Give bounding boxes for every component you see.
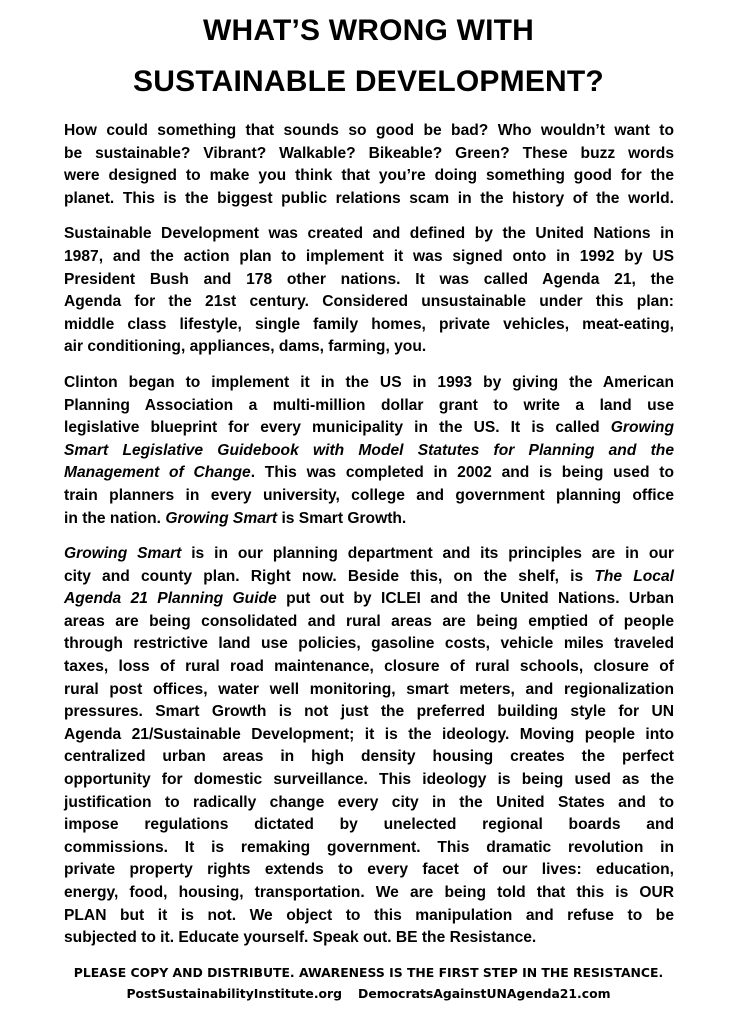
book-title: Smart Legislative Guidebook with Model Statutes for Planning and the bbox=[64, 441, 674, 459]
text-run: city and county plan. Right now. Beside this, on the shelf, is bbox=[64, 567, 595, 585]
book-title: Growing bbox=[610, 419, 674, 437]
website-link[interactable]: DemocratsAgainstUNAgenda21.com bbox=[358, 986, 611, 1001]
text-line: Clinton began to implement it in the US in 1993 by giving the American bbox=[64, 373, 674, 391]
paragraph-1 bbox=[64, 120, 674, 210]
text-run: legislative blueprint for every municipality in the US. It is called bbox=[64, 419, 600, 437]
text-line bbox=[64, 440, 674, 463]
title-line-1: WHAT’S WRONG WITH bbox=[202, 14, 535, 47]
paragraph-4 bbox=[64, 543, 674, 950]
text-line: train planners in every university, college and government planning office bbox=[64, 486, 674, 504]
title-line-2: SUSTAINABLE DEVELOPMENT? bbox=[133, 65, 604, 98]
text-line: justification to radically change every city in the United States and to bbox=[64, 793, 674, 811]
text-line bbox=[64, 508, 674, 531]
text-line bbox=[64, 417, 674, 440]
text-line: PLAN but it is not. We object to this manipulation and refuse to be bbox=[64, 906, 674, 924]
book-title: Growing Smart bbox=[165, 509, 278, 527]
text-line: be sustainable? Vibrant? Walkable? Bikeable? Green? These buzz words bbox=[64, 144, 674, 162]
paragraph-2 bbox=[64, 223, 674, 359]
text-line: taxes, loss of rural road maintenance, closure of rural schools, closure of bbox=[64, 658, 674, 676]
text-line bbox=[64, 566, 674, 589]
text-run: put out by ICLEI and the United Nations. Urban bbox=[276, 590, 674, 608]
body-text bbox=[64, 120, 674, 963]
text-line: centralized urban areas in high density housing creates the perfect bbox=[64, 748, 674, 766]
text-line: subjected to it. Educate yourself. Speak out. BE the Resistance. bbox=[64, 929, 537, 947]
text-run: in the nation. bbox=[64, 509, 166, 527]
book-title: Growing Smart bbox=[64, 545, 182, 563]
text-line: How could something that sounds so good be bad? Who wouldn’t want to bbox=[64, 122, 674, 139]
book-title: Management of Change bbox=[64, 464, 251, 482]
text-line: commissions. It is remaking government. This dramatic revolution in bbox=[64, 838, 674, 856]
text-line: through restrictive land use policies, gasoline costs, vehicle miles traveled bbox=[64, 635, 674, 653]
text-line: rural post offices, water well monitoring, smart meters, and regionalization bbox=[64, 680, 674, 698]
text-line: areas are being consolidated and rural areas are being emptied of people bbox=[64, 612, 674, 630]
text-line: energy, food, housing, transportation. We are being told that this is OUR bbox=[64, 884, 674, 901]
text-line: private property rights extends to every facet of our lives: education, bbox=[64, 861, 674, 879]
text-line: pressures. Smart Growth is not just the preferred building style for UN bbox=[64, 703, 674, 721]
text-run: is in our planning department and its principles are in our bbox=[181, 545, 674, 563]
text-line: Agenda for the 21st century. Considered unsustainable under this plan: bbox=[64, 293, 674, 311]
text-line: President Bush and 178 other nations. It was called Agenda 21, the bbox=[64, 270, 674, 288]
footer-websites bbox=[0, 986, 737, 1002]
text-line bbox=[64, 543, 674, 566]
footer-notice: PLEASE COPY AND DISTRIBUTE. AWARENESS IS THE FIRST STEP IN THE RESISTANCE. bbox=[73, 965, 664, 980]
book-title: The Local bbox=[594, 567, 674, 585]
text-line bbox=[64, 588, 674, 611]
book-title: Agenda 21 Planning Guide bbox=[64, 590, 277, 608]
text-line: Planning Association a multi-million dollar grant to write a land use bbox=[64, 396, 674, 414]
text-line: planet. This is the biggest public relations scam in the history of the world. bbox=[64, 189, 674, 207]
text-run: . This was completed in 2002 and is being used to bbox=[250, 464, 674, 482]
text-line: middle class lifestyle, single family homes, private vehicles, meat-eating, bbox=[64, 315, 674, 333]
text-line: Agenda 21/Sustainable Development; it is the ideology. Moving people into bbox=[64, 725, 674, 743]
paragraph-3 bbox=[64, 372, 674, 530]
text-line: were designed to make you think that you’re doing something good for the bbox=[64, 167, 674, 185]
text-line: 1987, and the action plan to implement it was signed onto in 1992 by US bbox=[64, 247, 674, 265]
text-line: air conditioning, appliances, dams, farming, you. bbox=[64, 338, 427, 356]
text-line: impose regulations dictated by unelected regional boards and bbox=[64, 816, 674, 834]
text-line: Sustainable Development was created and defined by the United Nations in bbox=[64, 225, 674, 243]
text-run: is Smart Growth. bbox=[277, 509, 407, 527]
text-line: opportunity for domestic surveillance. This ideology is being used as the bbox=[64, 771, 674, 789]
text-line bbox=[64, 462, 674, 485]
website-link[interactable]: PostSustainabilityInstitute.org bbox=[126, 986, 343, 1001]
